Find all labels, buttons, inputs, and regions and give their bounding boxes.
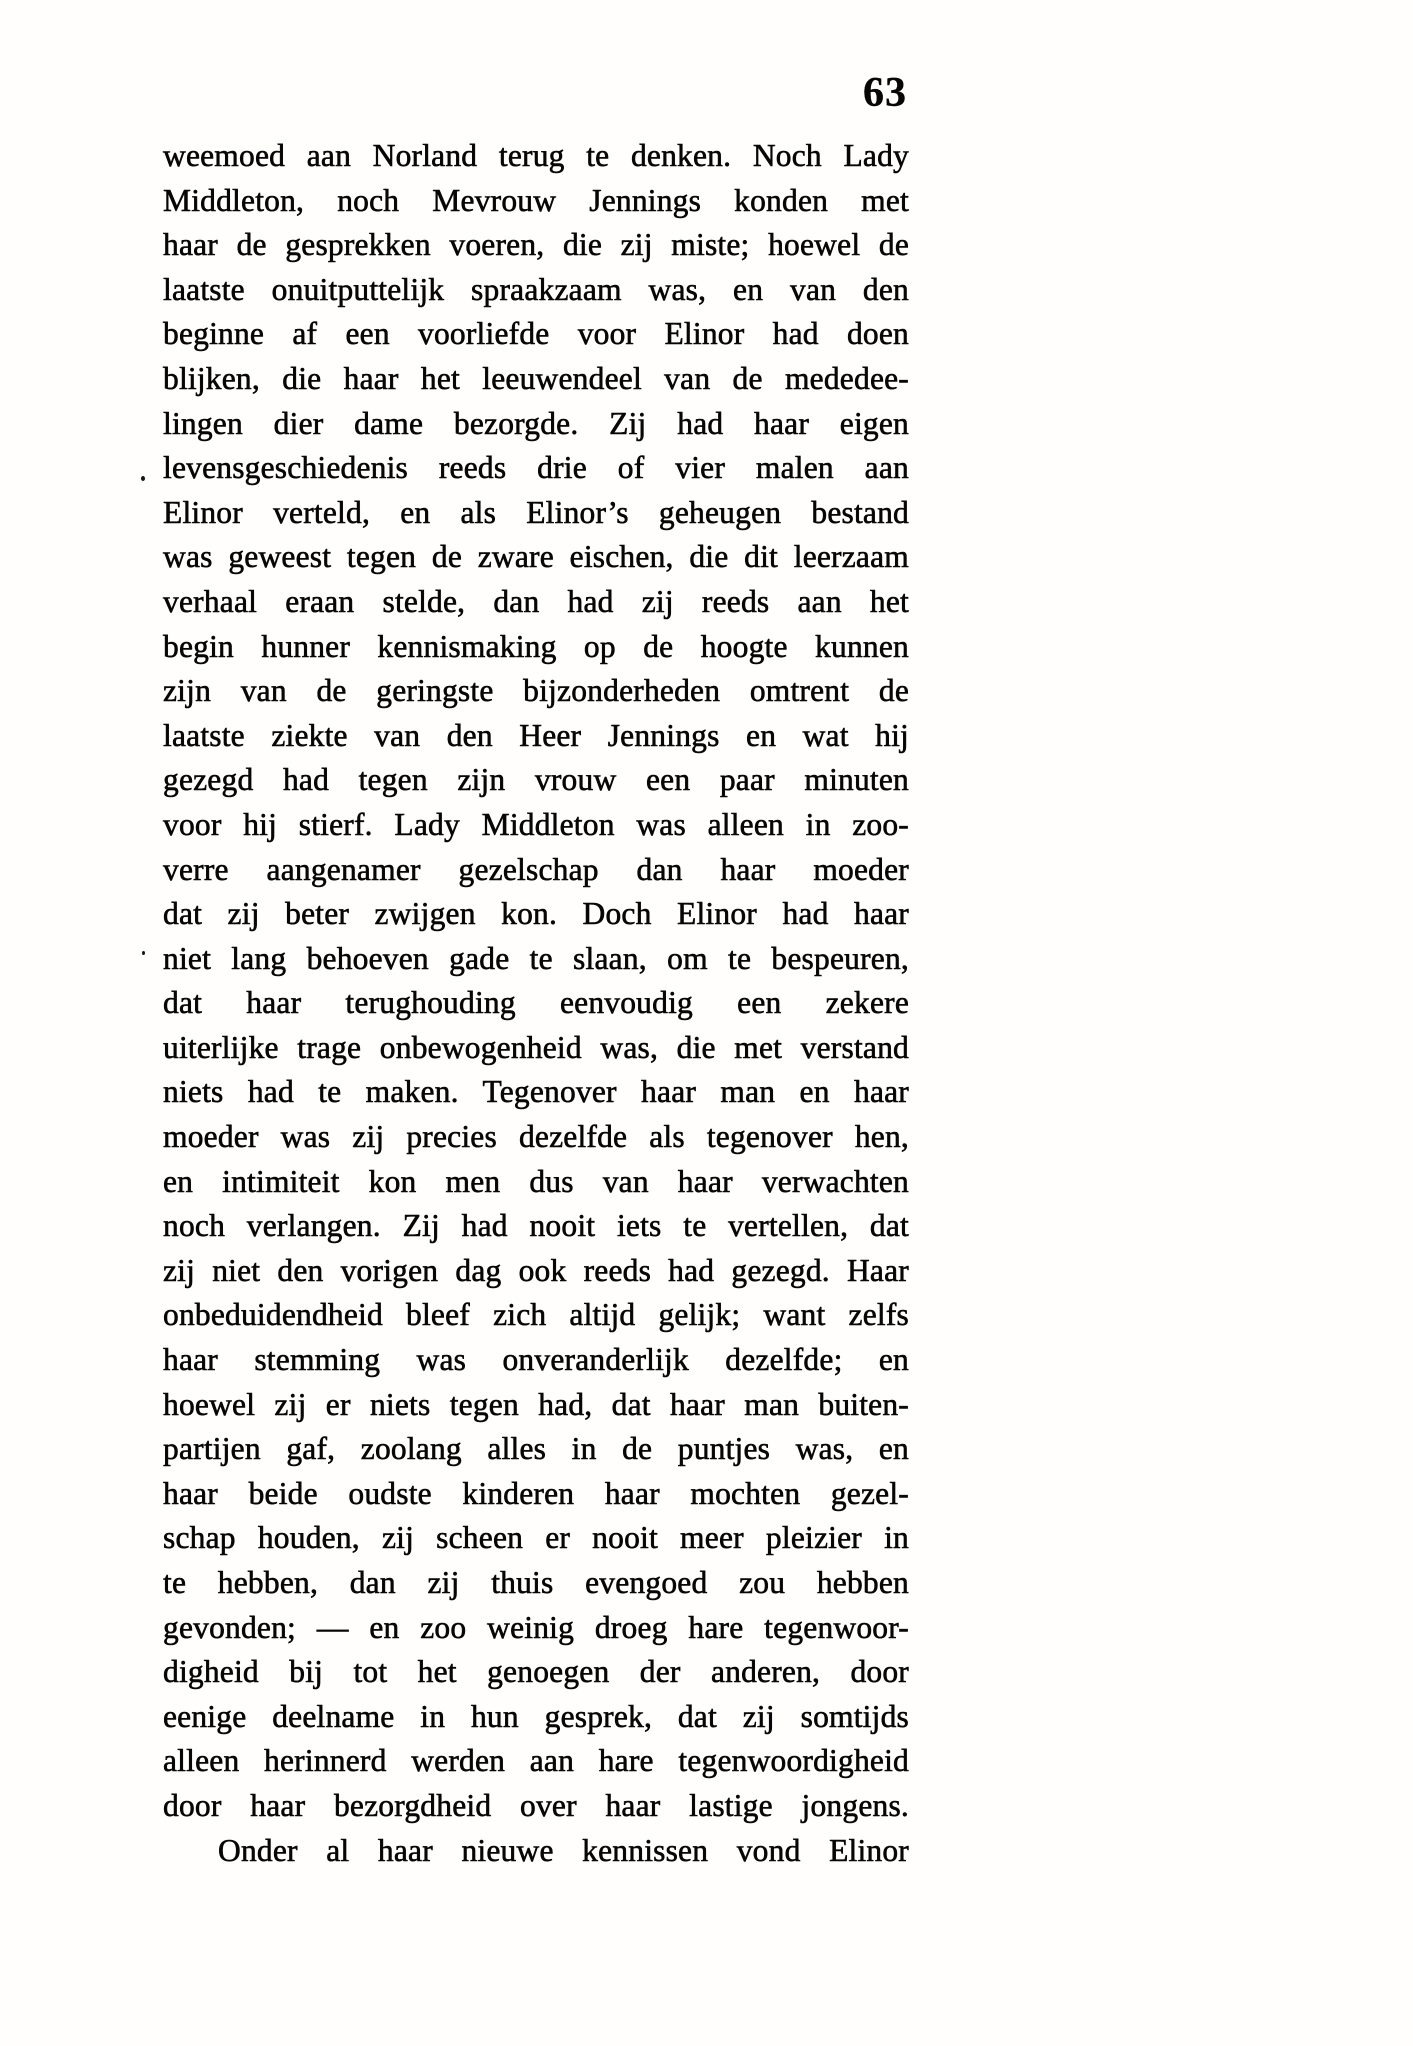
- text-line: Middleton, noch Mevrouw Jennings konden met: [163, 182, 909, 218]
- page-number: 63: [863, 70, 907, 116]
- text-line: digheid bij tot het genoegen der anderen, door: [163, 1654, 909, 1690]
- text-line: verre aangenamer gezelschap dan haar moeder: [163, 851, 909, 887]
- text-line: en intimiteit kon men dus van haar verwachten: [163, 1163, 909, 1199]
- text-line: hoewel zij er niets tegen had, dat haar man buiten-: [163, 1386, 909, 1422]
- scan-speck: [142, 951, 145, 955]
- text-line: haar stemming was onveranderlijk dezelfde; en: [163, 1342, 909, 1378]
- page-text: [163, 134, 909, 1873]
- text-line: dat haar terughouding eenvoudig een zekere: [163, 985, 909, 1021]
- text-line: noch verlangen. Zij had nooit iets te vertellen, dat: [163, 1208, 909, 1244]
- text-line: Elinor verteld, en als Elinor’s geheugen bestand: [163, 494, 909, 530]
- text-line: haar beide oudste kinderen haar mochten gezel-: [163, 1475, 909, 1511]
- text-line: partijen gaf, zoolang alles in de puntjes was, en: [163, 1431, 909, 1467]
- text-line: levensgeschiedenis reeds drie of vier malen aan: [163, 450, 909, 486]
- text-line: laatste onuitputtelijk spraakzaam was, en van den: [163, 271, 909, 307]
- text-line: door haar bezorgdheid over haar lastige jongens.: [163, 1787, 909, 1823]
- text-line: haar de gesprekken voeren, die zij miste; hoewel de: [163, 227, 909, 263]
- text-line: verhaal eraan stelde, dan had zij reeds aan het: [163, 583, 909, 619]
- text-line: zijn van de geringste bijzonderheden omtrent de: [163, 673, 909, 709]
- text-line: laatste ziekte van den Heer Jennings en wat hij: [163, 717, 909, 753]
- text-line: zij niet den vorigen dag ook reeds had gezegd. Haar: [163, 1252, 909, 1288]
- text-line: begin hunner kennismaking op de hoogte kunnen: [163, 628, 909, 664]
- text-line: lingen dier dame bezorgde. Zij had haar eigen: [163, 405, 909, 441]
- text-line: schap houden, zij scheen er nooit meer pleizier in: [163, 1520, 909, 1556]
- scan-speck: [141, 476, 145, 481]
- text-line: voor hij stierf. Lady Middleton was alleen in zoo-: [163, 806, 909, 842]
- text-line: eenige deelname in hun gesprek, dat zij somtijds: [163, 1698, 909, 1734]
- text-line: niets had te maken. Tegenover haar man en haar: [163, 1074, 909, 1110]
- text-line: weemoed aan Norland terug te denken. Noch Lady: [163, 138, 909, 173]
- text-line: dat zij beter zwijgen kon. Doch Elinor had haar: [163, 896, 909, 932]
- text-line: onbeduidendheid bleef zich altijd gelijk; want zelfs: [163, 1297, 909, 1333]
- text-line: beginne af een voorliefde voor Elinor had doen: [163, 316, 909, 352]
- text-line: gezegd had tegen zijn vrouw een paar minuten: [163, 762, 909, 798]
- text-line: was geweest tegen de zware eischen, die dit leerzaam: [163, 539, 909, 575]
- text-line: te hebben, dan zij thuis evengoed zou hebben: [163, 1565, 909, 1600]
- text-line: gevonden; — en zoo weinig droeg hare tegenwoor-: [163, 1609, 909, 1645]
- text-line: niet lang behoeven gade te slaan, om te bespeuren,: [163, 940, 909, 976]
- text-line: blijken, die haar het leeuwendeel van de mededee-: [163, 360, 909, 396]
- text-line-paragraph-start: Onder al haar nieuwe kennissen vond Elinor: [218, 1832, 909, 1868]
- text-line: alleen herinnerd werden aan hare tegenwoordigheid: [163, 1743, 909, 1779]
- text-line: moeder was zij precies dezelfde als tegenover hen,: [163, 1119, 909, 1155]
- text-line: uiterlijke trage onbewogenheid was, die met verstand: [163, 1029, 909, 1065]
